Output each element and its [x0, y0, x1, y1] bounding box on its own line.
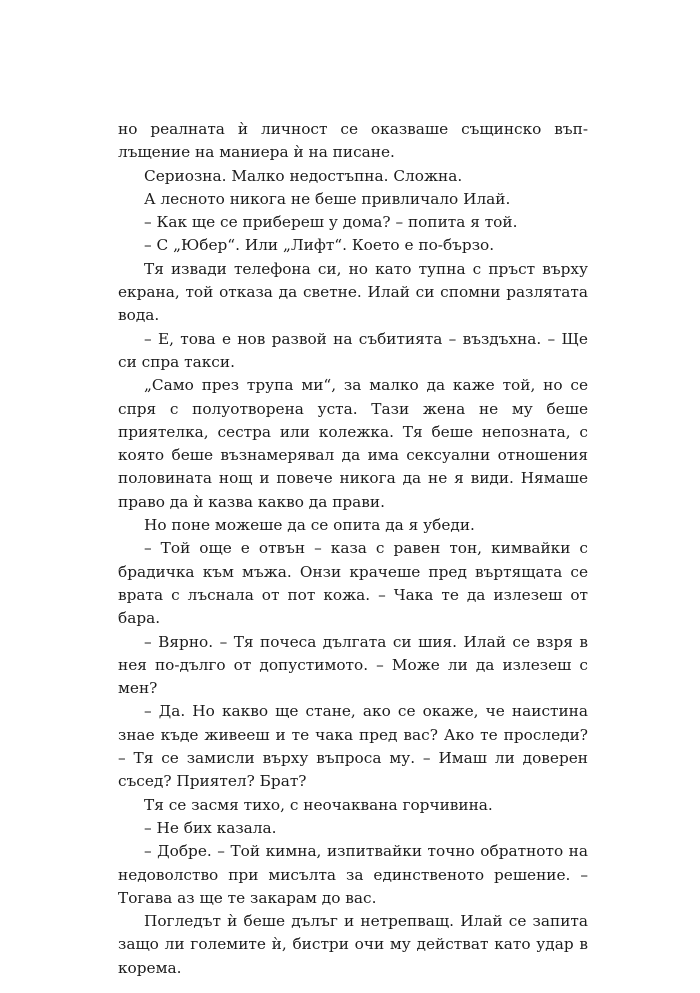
paragraph-10: – Той още е отвън – каза с равен тон, кимвайки с брадичка към мъжа. Онзи крачеше пред въртящата се врата с лъснала от пот кожа. – Чака те да излезеш от бара. [118, 539, 588, 628]
paragraph-5: – С „Юбер“. Или „Лифт“. Което е по-бързо. [144, 236, 495, 255]
paragraph-14: – Не бих казала. [144, 818, 277, 837]
paragraph-7: – Е, това е нов развой на събитията – въздъхна. – Ще си спра такси. [118, 329, 588, 371]
paragraph-11: – Вярно. – Тя почеса дългата си шия. Илай се взря в нея по-дълго от допустимото. – Може ли да излезеш с мен? [118, 632, 588, 698]
paragraph-15: – Добре. – Той кимна, изпитвайки точно обратното на недоволство при мисълта за единственото решение. – Тогава аз ще те закарам до вас. [118, 842, 588, 907]
page-text [118, 118, 588, 980]
paragraph-6: Тя извади телефона си, но като тупна с пръст върху екрана, той отказа да светне. Илай си спомни разлятата вода. [118, 259, 588, 325]
paragraph-4: – Как ще се прибереш у дома? – попита я той. [144, 213, 518, 232]
paragraph-8: „Само през трупа ми“, за малко да каже той, но се спря с полуотворена уста. Тази жена не му беше приятелка, сестра или колежка. Тя беше непозната, с която беше възнамерявал да има сексуални отношения половината нощ и повече никога да не я види. Нямаше право да ѝ казва какво да прави. [118, 376, 588, 511]
paragraph-9: Но поне можеше да се опита да я убеди. [144, 516, 475, 535]
paragraph-16: Погледът ѝ беше дълъг и нетрепващ. Илай се запита защо ли големите ѝ, бистри очи му действат като удар в корема. [118, 912, 588, 977]
paragraph-2: Сериозна. Малко недостъпна. Сложна. [144, 166, 463, 185]
paragraph-13: Тя се засмя тихо, с неочаквана горчивина. [144, 795, 493, 814]
paragraph-3: А лесното никога не беше привличало Илай. [144, 189, 511, 208]
paragraph-12: – Да. Но какво ще стане, ако се окаже, че наистина знае къде живееш и те чака пред вас? Ако те проследи? – Тя се замисли върху въпроса му. – Имаш ли доверен съсед? Приятел? Брат? [118, 702, 588, 791]
paragraph-1: но реалната ѝ личност се оказваше същинско въплъщение на маниера ѝ на писане. [118, 120, 588, 162]
